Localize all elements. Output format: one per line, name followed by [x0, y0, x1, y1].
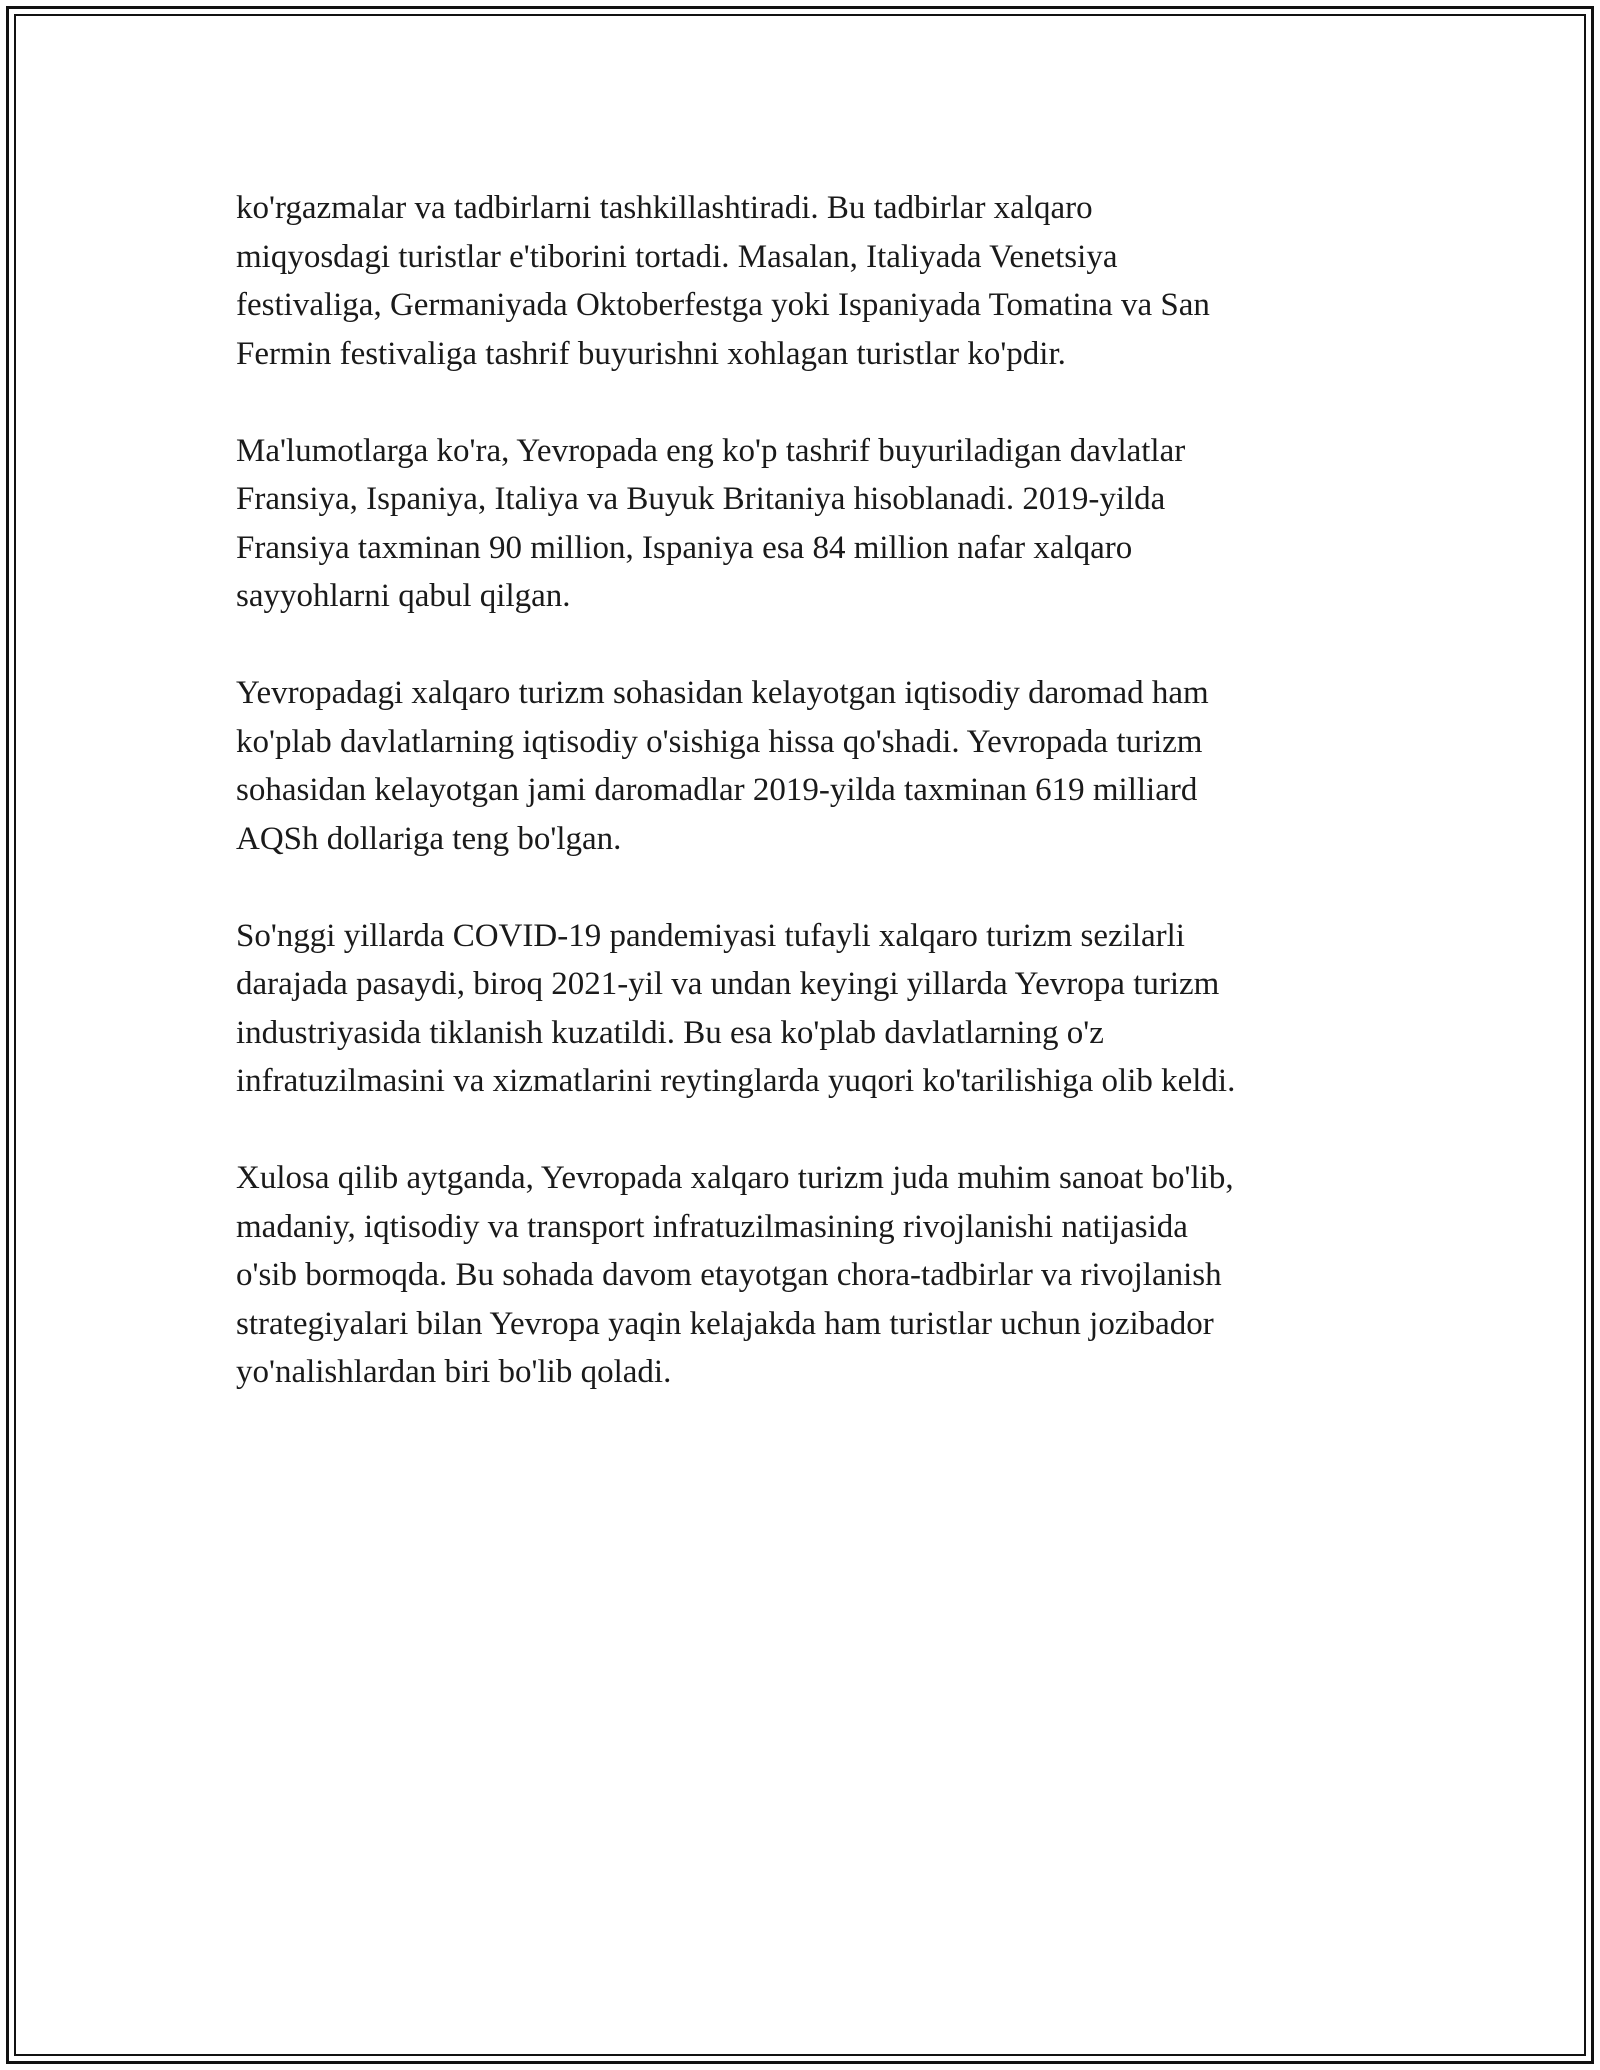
text-line: strategiyalari bilan Yevropa yaqin kelajakda ham turistlar uchun jozibador — [236, 1305, 1214, 1342]
text-line: Xulosa qilib aytganda, Yevropada xalqaro turizm juda muhim sanoat bo'lib, — [236, 1160, 1234, 1196]
text-line: Yevropadagi xalqaro turizm sohasidan kelayotgan iqtisodiy daromad ham — [236, 675, 1209, 711]
text-line: infratuzilmasini va xizmatlarini reytinglarda yuqori ko'tarilishiga olib keldi. — [236, 1063, 1236, 1099]
text-line: ko'plab davlatlarning iqtisodiy o'sishiga hissa qo'shadi. Yevropada turizm — [236, 723, 1203, 760]
text-line: madaniy, iqtisodiy va transport infratuzilmasining rivojlanishi natijasida — [236, 1208, 1188, 1245]
text-line: sayyohlarni qabul qilgan. — [236, 578, 571, 614]
text-line: AQSh dollariga teng bo'lgan. — [236, 820, 622, 857]
text-line: darajada pasaydi, biroq 2021-yil va undan keyingi yillarda Yevropa turizm — [236, 966, 1220, 1002]
text-line: So'nggi yillarda COVID-19 pandemiyasi tufayli xalqaro turizm sezilarli — [236, 917, 1185, 954]
text-line: Fransiya taxminan 90 million, Ispaniya esa 84 million nafar xalqaro — [236, 529, 1133, 566]
body-text — [236, 184, 1366, 1445]
text-line: yo'nalishlardan biri bo'lib qoladi. — [236, 1354, 672, 1390]
paragraph-5 — [236, 1154, 1366, 1397]
paragraph-1 — [236, 184, 1366, 378]
paragraph-4 — [236, 912, 1366, 1106]
paragraph-3 — [236, 669, 1366, 863]
text-line: industriyasida tiklanish kuzatildi. Bu esa ko'plab davlatlarning o'z — [236, 1014, 1104, 1051]
text-line: ko'rgazmalar va tadbirlarni tashkillashtiradi. Bu tadbirlar xalqaro — [236, 190, 1093, 226]
text-line: Fransiya, Ispaniya, Italiya va Buyuk Britaniya hisoblanadi. 2019-yilda — [236, 481, 1166, 517]
text-line: o'sib bormoqda. Bu sohada davom etayotgan chora-tadbirlar va rivojlanish — [236, 1257, 1222, 1293]
text-line: sohasidan kelayotgan jami daromadlar 2019-yilda taxminan 619 milliard — [236, 772, 1198, 808]
text-line: Fermin festivaliga tashrif buyurishni xohlagan turistlar ko'pdir. — [236, 335, 1066, 372]
paragraph-2 — [236, 427, 1366, 621]
text-line: festivaliga, Germaniyada Oktoberfestga yoki Ispaniyada Tomatina va San — [236, 287, 1210, 323]
text-line: miqyosdagi turistlar e'tiborini tortadi. Masalan, Italiyada Venetsiya — [236, 238, 1118, 275]
text-line: Ma'lumotlarga ko'ra, Yevropada eng ko'p tashrif buyuriladigan davlatlar — [236, 432, 1186, 469]
